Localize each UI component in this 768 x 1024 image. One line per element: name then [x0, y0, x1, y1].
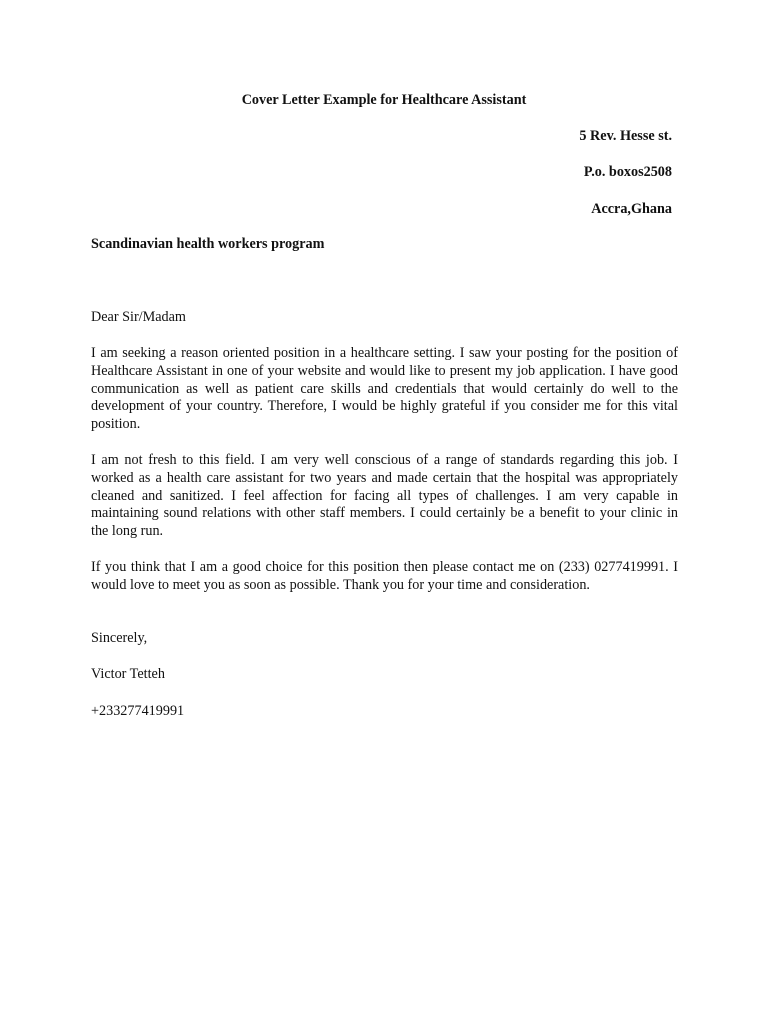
salutation: Dear Sir/Madam [91, 309, 186, 325]
letter-title: Cover Letter Example for Healthcare Assistant [241, 92, 527, 108]
recipient-name: Scandinavian health workers program [91, 236, 325, 252]
body-paragraph-3: If you think that I am a good choice for this position then please contact me on (233) 0277419991. I would love to meet you as soon as possible. Thank you for your time and consideration. [91, 559, 678, 593]
signature-name: Victor Tetteh [91, 666, 165, 682]
phone-number: +233277419991 [91, 703, 185, 719]
address-po-box: P.o. boxos2508 [583, 164, 672, 180]
address-street: 5 Rev. Hesse st. [579, 128, 672, 144]
body-paragraph-2: I am not fresh to this field. I am very well conscious of a range of standards regarding this job. I worked as a health care assistant for two years and made certain that the hospital was appropriately cleaned and sanitized. I feel affection for facing all types of challenges. I am very capable in maintaining sound relations with other staff members. I could certainly be a benefit to your clinic in the long run. [91, 452, 678, 540]
address-city: Accra,Ghana [591, 201, 672, 217]
closing: Sincerely, [91, 630, 148, 646]
body-paragraph-1: I am seeking a reason oriented position in a healthcare setting. I saw your posting for the position of Healthcare Assistant in one of your website and would like to present my job application. I have good communication as well as patient care skills and credentials that would certainly do well to the development of your country. Therefore, I would be highly grateful if you consider me for this vital position. [91, 345, 678, 433]
